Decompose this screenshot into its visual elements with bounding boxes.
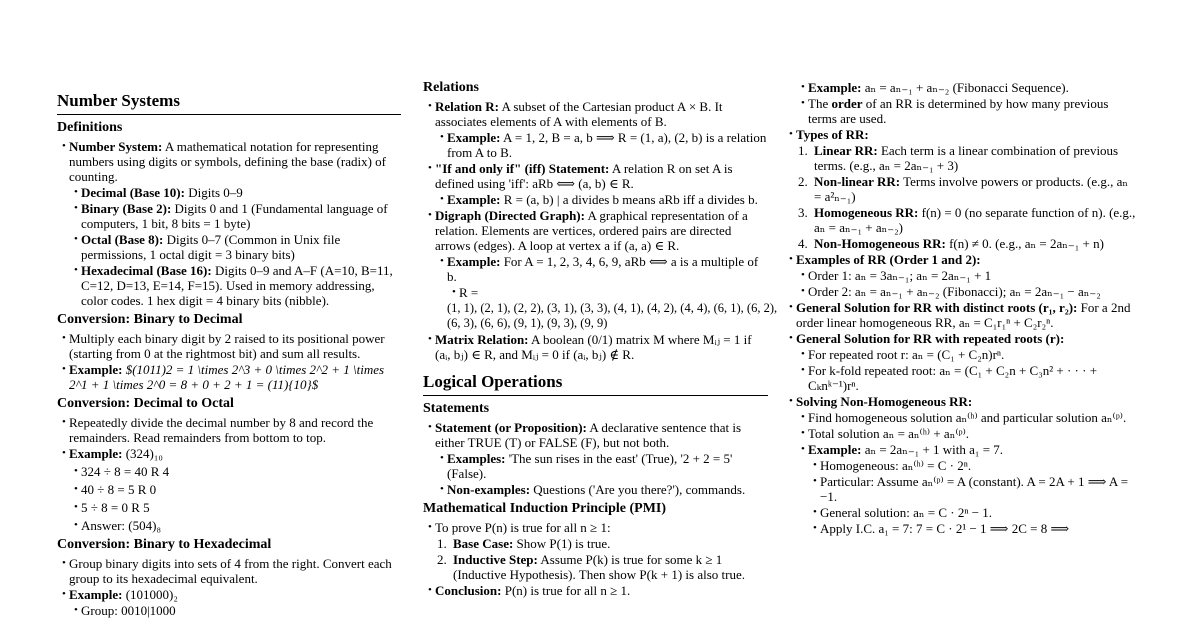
list-item bbox=[447, 285, 768, 300]
list-item bbox=[784, 394, 1136, 409]
term-label: Decimal (Base 10): bbox=[81, 185, 185, 200]
heading-binary-to-decimal: Conversion: Binary to Decimal bbox=[57, 312, 243, 327]
step-item: • 40 ÷ 8 = 5 R 0 bbox=[69, 482, 401, 497]
term-label: Number System: bbox=[69, 139, 163, 154]
column-recurrence-relations bbox=[796, 80, 1136, 537]
item-number: 1. bbox=[798, 143, 808, 158]
list-item bbox=[423, 99, 768, 129]
numbered-item bbox=[784, 205, 1136, 235]
term-label: Conclusion: bbox=[435, 583, 502, 598]
term-label: Relation R: bbox=[435, 99, 499, 114]
list-item bbox=[423, 420, 768, 450]
term-text: A graphical representation of a relation. Elements are vertices, ordered pairs are directed arrows (edges). A loop at vertex a if (a, a) ∈ R. bbox=[435, 208, 748, 253]
heading-relations: Relations bbox=[423, 80, 479, 95]
relation-pairs: (1, 1), (2, 1), (2, 2), (3, 1), (3, 3), (4, 1), (4, 2), (4, 4), (6, 1), (6, 2), (6, 3), (6, 6), (9, 1), (9, 3), (9, 9) bbox=[447, 301, 778, 330]
example-text: For A = 1, 2, 3, 4, 6, 9, aRb ⟺ a is a multiple of b. bbox=[447, 254, 759, 284]
list-item: • Group binary digits into sets of 4 from the right. Convert each group to its hexadecimal equivalent. bbox=[57, 556, 401, 586]
term-label: Non-linear RR: bbox=[814, 174, 901, 189]
rr-intro-list bbox=[796, 80, 1136, 126]
heading-binary-to-hex: Conversion: Binary to Hexadecimal bbox=[57, 537, 272, 552]
example-label: Example: bbox=[69, 587, 123, 602]
heading-definitions: Definitions bbox=[57, 120, 123, 135]
term-text: Terms involve powers or products. (e.g., aₙ = a²ₙ₋₁) bbox=[814, 174, 1129, 204]
example-label: Example: bbox=[69, 446, 123, 461]
term-text: f(n) ≠ 0. (e.g., aₙ = 2aₙ₋₁ + n) bbox=[945, 236, 1104, 251]
list-item bbox=[784, 252, 1136, 267]
numbered-item bbox=[423, 536, 768, 551]
list-item bbox=[69, 201, 401, 231]
list-item: • Total solution aₙ = aₙ⁽ʰ⁾ + aₙ⁽ᵖ⁾. bbox=[796, 426, 1136, 441]
example-text: Questions ('Are you there?'), commands. bbox=[530, 482, 746, 497]
example-text: R = (a, b) | a divides b means aRb iff a divides b. bbox=[500, 192, 758, 207]
example-label: Example: bbox=[808, 442, 862, 457]
list-item: • Find homogeneous solution aₙ⁽ʰ⁾ and particular solution aₙ⁽ᵖ⁾. bbox=[796, 410, 1136, 425]
example-label: Example: bbox=[69, 362, 123, 377]
term-text: A declarative sentence that is either TRUE (T) or FALSE (F), but not both. bbox=[435, 420, 742, 450]
list-item: • For k-fold repeated root: aₙ = (C₁ + C₂n + C₃n² + · · · + Cₖnᵏ⁻¹)rⁿ. bbox=[796, 363, 1136, 393]
text-fragment: of an RR is determined by how many previous terms are used. bbox=[808, 96, 1109, 126]
list-item bbox=[57, 139, 401, 184]
decimal-octal-list bbox=[57, 415, 401, 533]
list-item bbox=[784, 331, 1136, 346]
term-label: order bbox=[831, 96, 863, 111]
section-title-number-systems: Number Systems bbox=[57, 91, 401, 115]
text-fragment: The bbox=[808, 96, 832, 111]
step-item: • General solution: aₙ = C · 2ⁿ − 1. bbox=[808, 505, 1136, 520]
term-label: Inductive Step: bbox=[453, 552, 538, 567]
step-item: • Apply I.C. a₁ = 7: 7 = C · 2¹ − 1 ⟹ 2C = 8 ⟹ bbox=[808, 521, 1136, 536]
heading-decimal-to-octal: Conversion: Decimal to Octal bbox=[57, 396, 234, 411]
term-text: A boolean (0/1) matrix M where Mᵢⱼ = 1 if (aᵢ, bⱼ) ∈ R, and Mᵢⱼ = 0 if (aᵢ, bⱼ) ∉ R. bbox=[435, 332, 752, 362]
numbered-item bbox=[784, 143, 1136, 173]
list-item: • Order 1: aₙ = 3aₙ₋₁; aₙ = 2aₙ₋₁ + 1 bbox=[796, 268, 1136, 283]
example-label: Example: bbox=[808, 80, 862, 95]
item-number: 1. bbox=[437, 536, 447, 551]
list-item bbox=[69, 232, 401, 262]
term-text: Digits 0–7 (Common in Unix file permissions, 1 octal digit = 3 binary bits) bbox=[81, 232, 341, 262]
example-text: (101000)₂ bbox=[122, 587, 178, 602]
section-title-logical-operations: Logical Operations bbox=[423, 372, 768, 396]
numbered-item bbox=[784, 174, 1136, 204]
term-text: Show P(1) is true. bbox=[513, 536, 611, 551]
column-number-systems bbox=[57, 91, 401, 619]
example-label: Example: bbox=[447, 254, 501, 269]
numbered-item bbox=[784, 236, 1136, 251]
numbered-item bbox=[423, 552, 768, 582]
term-text: Digits 0–9 bbox=[184, 185, 243, 200]
example-text: (324)₁₀ bbox=[122, 446, 163, 461]
statements-list bbox=[423, 420, 768, 497]
list-item bbox=[435, 451, 768, 481]
item-number: 2. bbox=[437, 552, 447, 567]
term-text: Digits 0–9 and A–F (A=10, B=11, C=12, D=13, E=14, F=15). Used in memory addressing, color codes. 1 hex digit = 4 binary bits (nibble). bbox=[81, 263, 393, 308]
step-item: • Homogeneous: aₙ⁽ʰ⁾ = C · 2ⁿ. bbox=[808, 458, 1136, 473]
term-label: General Solution for RR with distinct roots (r₁, r₂): bbox=[796, 300, 1078, 315]
list-item: • Repeatedly divide the decimal number by 8 and record the remainders. Read remainders from bottom to top. bbox=[57, 415, 401, 445]
step-item: • Group: 0010|1000 bbox=[69, 603, 401, 618]
term-text: P(n) is true for all n ≥ 1. bbox=[501, 583, 631, 598]
list-item bbox=[57, 587, 401, 602]
example-label: Non-examples: bbox=[447, 482, 531, 497]
step-item: • 5 ÷ 8 = 0 R 5 bbox=[69, 500, 401, 515]
list-item: • Multiply each binary digit by 2 raised to its positional power (starting from 0 at the rightmost bit) and sum all results. bbox=[57, 331, 401, 361]
definitions-list bbox=[57, 139, 401, 308]
term-label: Binary (Base 2): bbox=[81, 201, 172, 216]
list-item: • For repeated root r: aₙ = (C₁ + C₂n)rⁿ. bbox=[796, 347, 1136, 362]
list-item bbox=[57, 362, 401, 392]
list-item bbox=[796, 80, 1136, 95]
term-text: A mathematical notation for representing numbers using digits or symbols, defining the base (radix) of counting. bbox=[69, 139, 387, 184]
term-text: For a 2nd order linear homogeneous RR, aₙ = C₁r₁ⁿ + C₂r₂ⁿ. bbox=[796, 300, 1131, 330]
example-text: aₙ = 2aₙ₋₁ + 1 with a₁ = 7. bbox=[861, 442, 1004, 457]
term-label: Statement (or Proposition): bbox=[435, 420, 587, 435]
list-item bbox=[784, 127, 1136, 142]
list-item bbox=[57, 446, 401, 461]
example-label: Examples: bbox=[447, 451, 506, 466]
relation-label: R = bbox=[459, 285, 479, 300]
binary-decimal-list bbox=[57, 331, 401, 392]
list-item: • To prove P(n) is true for all n ≥ 1: bbox=[423, 520, 768, 535]
term-label: Matrix Relation: bbox=[435, 332, 529, 347]
term-label: Non-Homogeneous RR: bbox=[814, 236, 946, 251]
example-label: Example: bbox=[447, 130, 501, 145]
heading-pmi: Mathematical Induction Principle (PMI) bbox=[423, 501, 667, 516]
example-text: $(1011)2 = 1 \times 2^3 + 0 \times 2^2 + 1 \times 2^1 + 1 \times 2^0 = 8 + 0 + 2 + 1 = (11){10}$ bbox=[69, 362, 385, 392]
list-item bbox=[796, 442, 1136, 457]
example-text: aₙ = aₙ₋₁ + aₙ₋₂ (Fibonacci Sequence). bbox=[861, 80, 1069, 95]
heading-statements: Statements bbox=[423, 401, 490, 416]
binary-hex-list bbox=[57, 556, 401, 618]
list-item bbox=[435, 130, 768, 160]
term-label: Base Case: bbox=[453, 536, 514, 551]
term-text: Assume P(k) is true for some k ≥ 1 (Inductive Hypothesis). Then show P(k + 1) is also true. bbox=[453, 552, 745, 582]
term-text: f(n) = 0 (no separate function of n). (e.g., aₙ = aₙ₋₁ + aₙ₋₂) bbox=[814, 205, 1136, 235]
term-text: A relation R on set A is defined using 'iff': aRb ⟺ (a, b) ∈ R. bbox=[435, 161, 733, 191]
term-text: Digits 0 and 1 (Fundamental language of computers, 1 bit, 8 bits = 1 byte) bbox=[81, 201, 388, 231]
pmi-list bbox=[423, 520, 768, 598]
term-label: Octal (Base 8): bbox=[81, 232, 164, 247]
term-label: Digraph (Directed Graph): bbox=[435, 208, 585, 223]
term-label: Linear RR: bbox=[814, 143, 878, 158]
step-item: • Particular: Assume aₙ⁽ᵖ⁾ = A (constant). A = 2A + 1 ⟹ A = −1. bbox=[808, 474, 1136, 504]
example-text: 'The sun rises in the east' (True), '2 + 2 = 5' (False). bbox=[447, 451, 733, 481]
term-label: Solving Non-Homogeneous RR: bbox=[796, 394, 973, 409]
term-label: Hexadecimal (Base 16): bbox=[81, 263, 212, 278]
list-item bbox=[423, 208, 768, 253]
list-item bbox=[435, 482, 768, 497]
list-item bbox=[435, 254, 768, 284]
list-item bbox=[423, 583, 768, 598]
term-label: Examples of RR (Order 1 and 2): bbox=[796, 252, 981, 267]
column-relations-logic bbox=[423, 76, 778, 599]
term-label: Types of RR: bbox=[796, 127, 869, 142]
term-label: "If and only if" (iff) Statement: bbox=[435, 161, 610, 176]
list-item bbox=[69, 185, 401, 200]
list-item bbox=[423, 161, 768, 191]
term-text: A subset of the Cartesian product A × B. It associates elements of A with elements of B. bbox=[435, 99, 723, 129]
term-text: Each term is a linear combination of previous terms. (e.g., aₙ = 2aₙ₋₁ + 3) bbox=[814, 143, 1119, 173]
step-item: • Answer: (504)₈ bbox=[69, 518, 401, 533]
item-number: 2. bbox=[798, 174, 808, 189]
list-item bbox=[423, 332, 768, 362]
list-item bbox=[796, 96, 1136, 126]
list-item bbox=[69, 263, 401, 308]
rr-types-list bbox=[784, 127, 1136, 536]
item-number: 3. bbox=[798, 205, 808, 220]
term-label: Homogeneous RR: bbox=[814, 205, 919, 220]
term-label: General Solution for RR with repeated roots (r): bbox=[796, 331, 1065, 346]
item-number: 4. bbox=[798, 236, 808, 251]
example-text: A = 1, 2, B = a, b ⟹ R = (1, a), (2, b) is a relation from A to B. bbox=[447, 130, 767, 160]
list-item bbox=[784, 300, 1136, 330]
list-item bbox=[435, 192, 768, 207]
example-label: Example: bbox=[447, 192, 501, 207]
relations-list bbox=[423, 99, 778, 362]
list-item: • Order 2: aₙ = aₙ₋₁ + aₙ₋₂ (Fibonacci); aₙ = 2aₙ₋₁ − aₙ₋₂ bbox=[796, 284, 1136, 299]
step-item: • 324 ÷ 8 = 40 R 4 bbox=[69, 464, 401, 479]
